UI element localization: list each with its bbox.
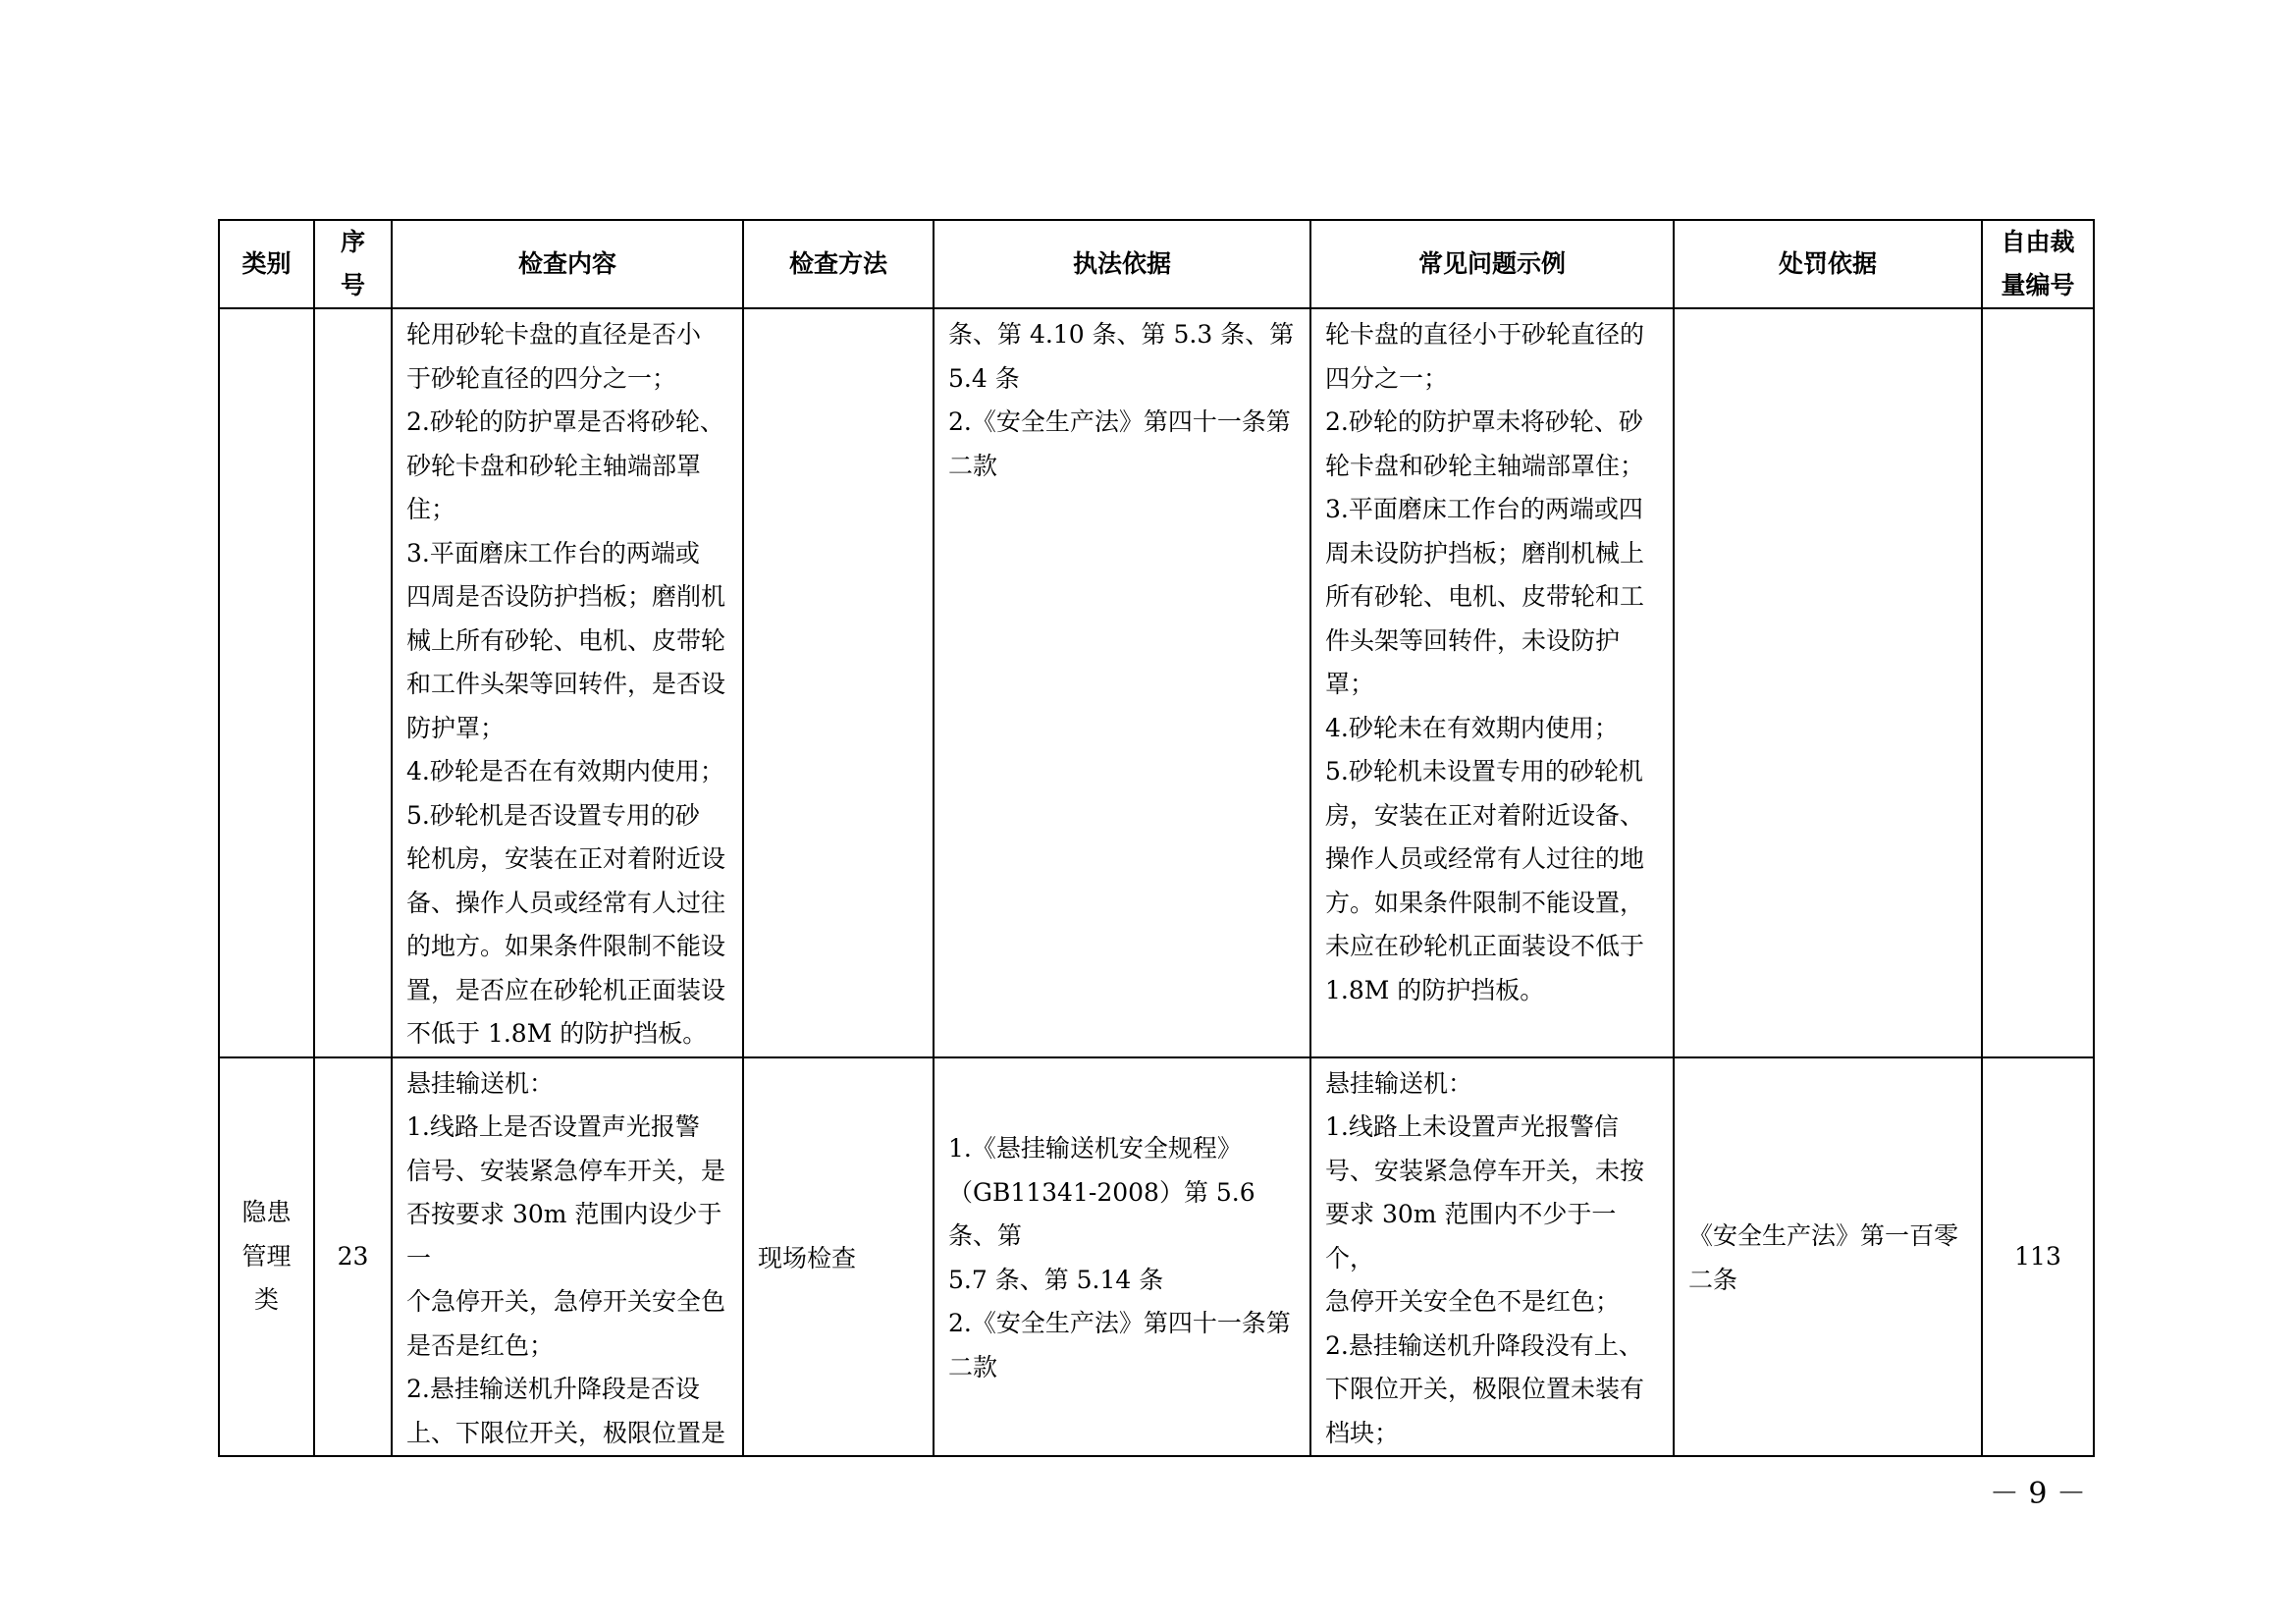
cell-method (743, 308, 934, 1057)
table-row (219, 1057, 2094, 1457)
cell-category (219, 308, 314, 1057)
cell-penalty: 《安全生产法》第一百零 二条 (1674, 1057, 1982, 1457)
cell-issues: 轮卡盘的直径小于砂轮直径的 四分之一； 2.砂轮的防护罩未将砂轮、砂 轮卡盘和砂轮主轴端部罩住； 3.平面磨床工作台的两端或四 周未设防护挡板；磨削机械上 所有砂轮、电机、皮带轮和工 件头架等回转件，未设防护罩； 4.砂轮未在有效期内使用； 5.砂轮机未设置专用的砂轮机 房，安装在正对着附近设备、 操作人员或经常有人过往的地 方。如果条件限制不能设置， 未应在砂轮机正面装设不低于 1.8M 的防护挡板。 (1310, 308, 1674, 1057)
cell-code (1982, 308, 2094, 1057)
cell-code: 113 (1982, 1057, 2094, 1457)
cell-content: 悬挂输送机： 1.线路上是否设置声光报警 信号、安装紧急停车开关，是 否按要求 30m 范围内设少于一 个急停开关，急停开关安全色 是否是红色； 2.悬挂输送机升降段是否设 上、下限位开关，极限位置是 (392, 1057, 743, 1457)
cell-content: 轮用砂轮卡盘的直径是否小 于砂轮直径的四分之一； 2.砂轮的防护罩是否将砂轮、 砂轮卡盘和砂轮主轴端部罩 住； 3.平面磨床工作台的两端或 四周是否设防护挡板；磨削机 械上所有砂轮、电机、皮带轮 和工件头架等回转件，是否设 防护罩； 4.砂轮是否在有效期内使用； 5.砂轮机是否设置专用的砂 轮机房，安装在正对着附近设 备、操作人员或经常有人过往 的地方。如果条件限制不能设 置，是否应在砂轮机正面装设 不低于 1.8M 的防护挡板。 (392, 308, 743, 1057)
header-content: 检查内容 (392, 220, 743, 308)
page-number: － 9 － (1989, 1477, 2086, 1511)
cell-number: 23 (314, 1057, 392, 1457)
header-issues: 常见问题示例 (1310, 220, 1674, 308)
cell-number (314, 308, 392, 1057)
cell-issues: 悬挂输送机： 1.线路上未设置声光报警信 号、安装紧急停车开关，未按 要求 30m 范围内不少于一个， 急停开关安全色不是红色； 2.悬挂输送机升降段没有上、 下限位开关，极限位置未装有 档块； (1310, 1057, 1674, 1457)
header-penalty: 处罚依据 (1674, 220, 1982, 308)
header-basis: 执法依据 (934, 220, 1310, 308)
cell-basis: 条、第 4.10 条、第 5.3 条、第 5.4 条 2.《安全生产法》第四十一条第 二款 (934, 308, 1310, 1057)
inspection-table (218, 219, 2095, 1457)
table-header-row (219, 220, 2094, 308)
header-method: 检查方法 (743, 220, 934, 308)
cell-category: 隐患 管理 类 (219, 1057, 314, 1457)
cell-penalty (1674, 308, 1982, 1057)
header-code: 自由裁 量编号 (1982, 220, 2094, 308)
table-row (219, 308, 2094, 1057)
header-category: 类别 (219, 220, 314, 308)
cell-method: 现场检查 (743, 1057, 934, 1457)
header-number: 序 号 (314, 220, 392, 308)
cell-basis: 1.《悬挂输送机安全规程》 （GB11341-2008）第 5.6 条、第 5.7 条、第 5.14 条 2.《安全生产法》第四十一条第 二款 (934, 1057, 1310, 1457)
